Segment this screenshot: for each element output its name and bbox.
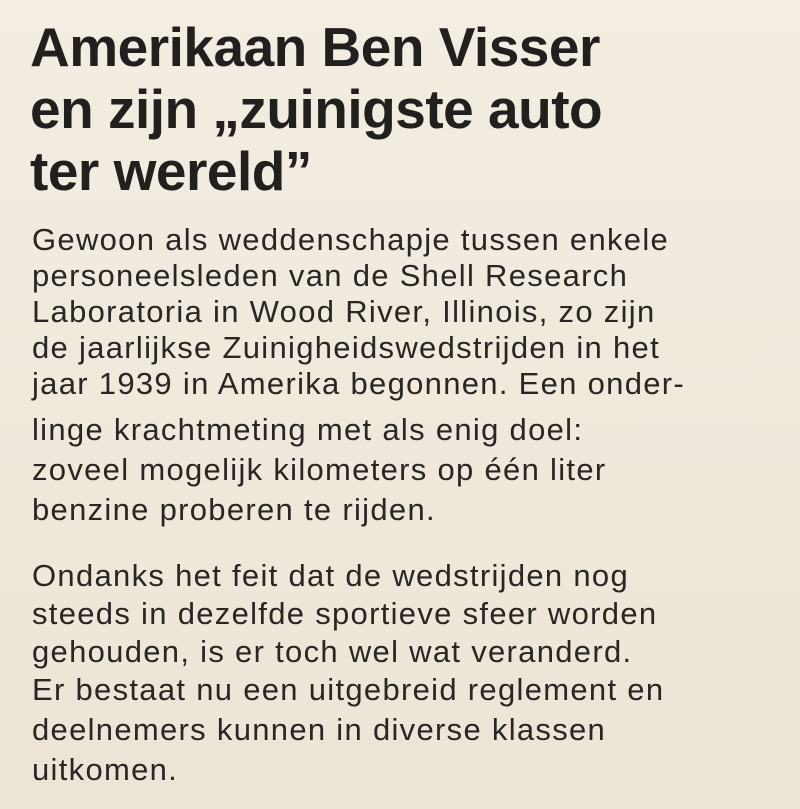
- paragraph-1-line: Gewoon als weddenschapje tussen enkele: [32, 222, 670, 257]
- paragraph-2-line: gehouden, is er toch wel wat veranderd.: [32, 634, 633, 669]
- paragraph-2-line: steeds in dezelfde sportieve sfeer worden: [32, 596, 658, 631]
- article-title-line-2: en zijn „zuinigste auto: [30, 78, 603, 140]
- paragraph-2-line: uitkomen.: [32, 752, 179, 787]
- paragraph-1-line: zoveel mogelijk kilometers op één liter: [32, 452, 607, 487]
- article-title-line-1: Amerikaan Ben Visser: [30, 16, 600, 78]
- paragraph-1-line: jaar 1939 in Amerika begonnen. Een onder-: [32, 366, 686, 401]
- paragraph-1-line: personeelsleden van de Shell Research: [32, 258, 629, 293]
- article-title-line-3: ter wereld”: [30, 140, 312, 202]
- paragraph-2-line: Ondanks het feit dat de wedstrijden nog: [32, 558, 629, 593]
- paragraph-1-line: benzine proberen te rijden.: [32, 492, 436, 527]
- paragraph-2-line: Er bestaat nu een uitgebreid reglement en: [32, 672, 665, 707]
- paragraph-2-line: deelnemers kunnen in diverse klassen: [32, 712, 607, 747]
- paragraph-1-line: linge krachtmeting met als enig doel:: [32, 412, 584, 447]
- paragraph-1-line: de jaarlijkse Zuinigheidswedstrijden in het: [32, 330, 660, 365]
- paragraph-1-line: Laboratoria in Wood River, Illinois, zo zijn: [32, 294, 656, 329]
